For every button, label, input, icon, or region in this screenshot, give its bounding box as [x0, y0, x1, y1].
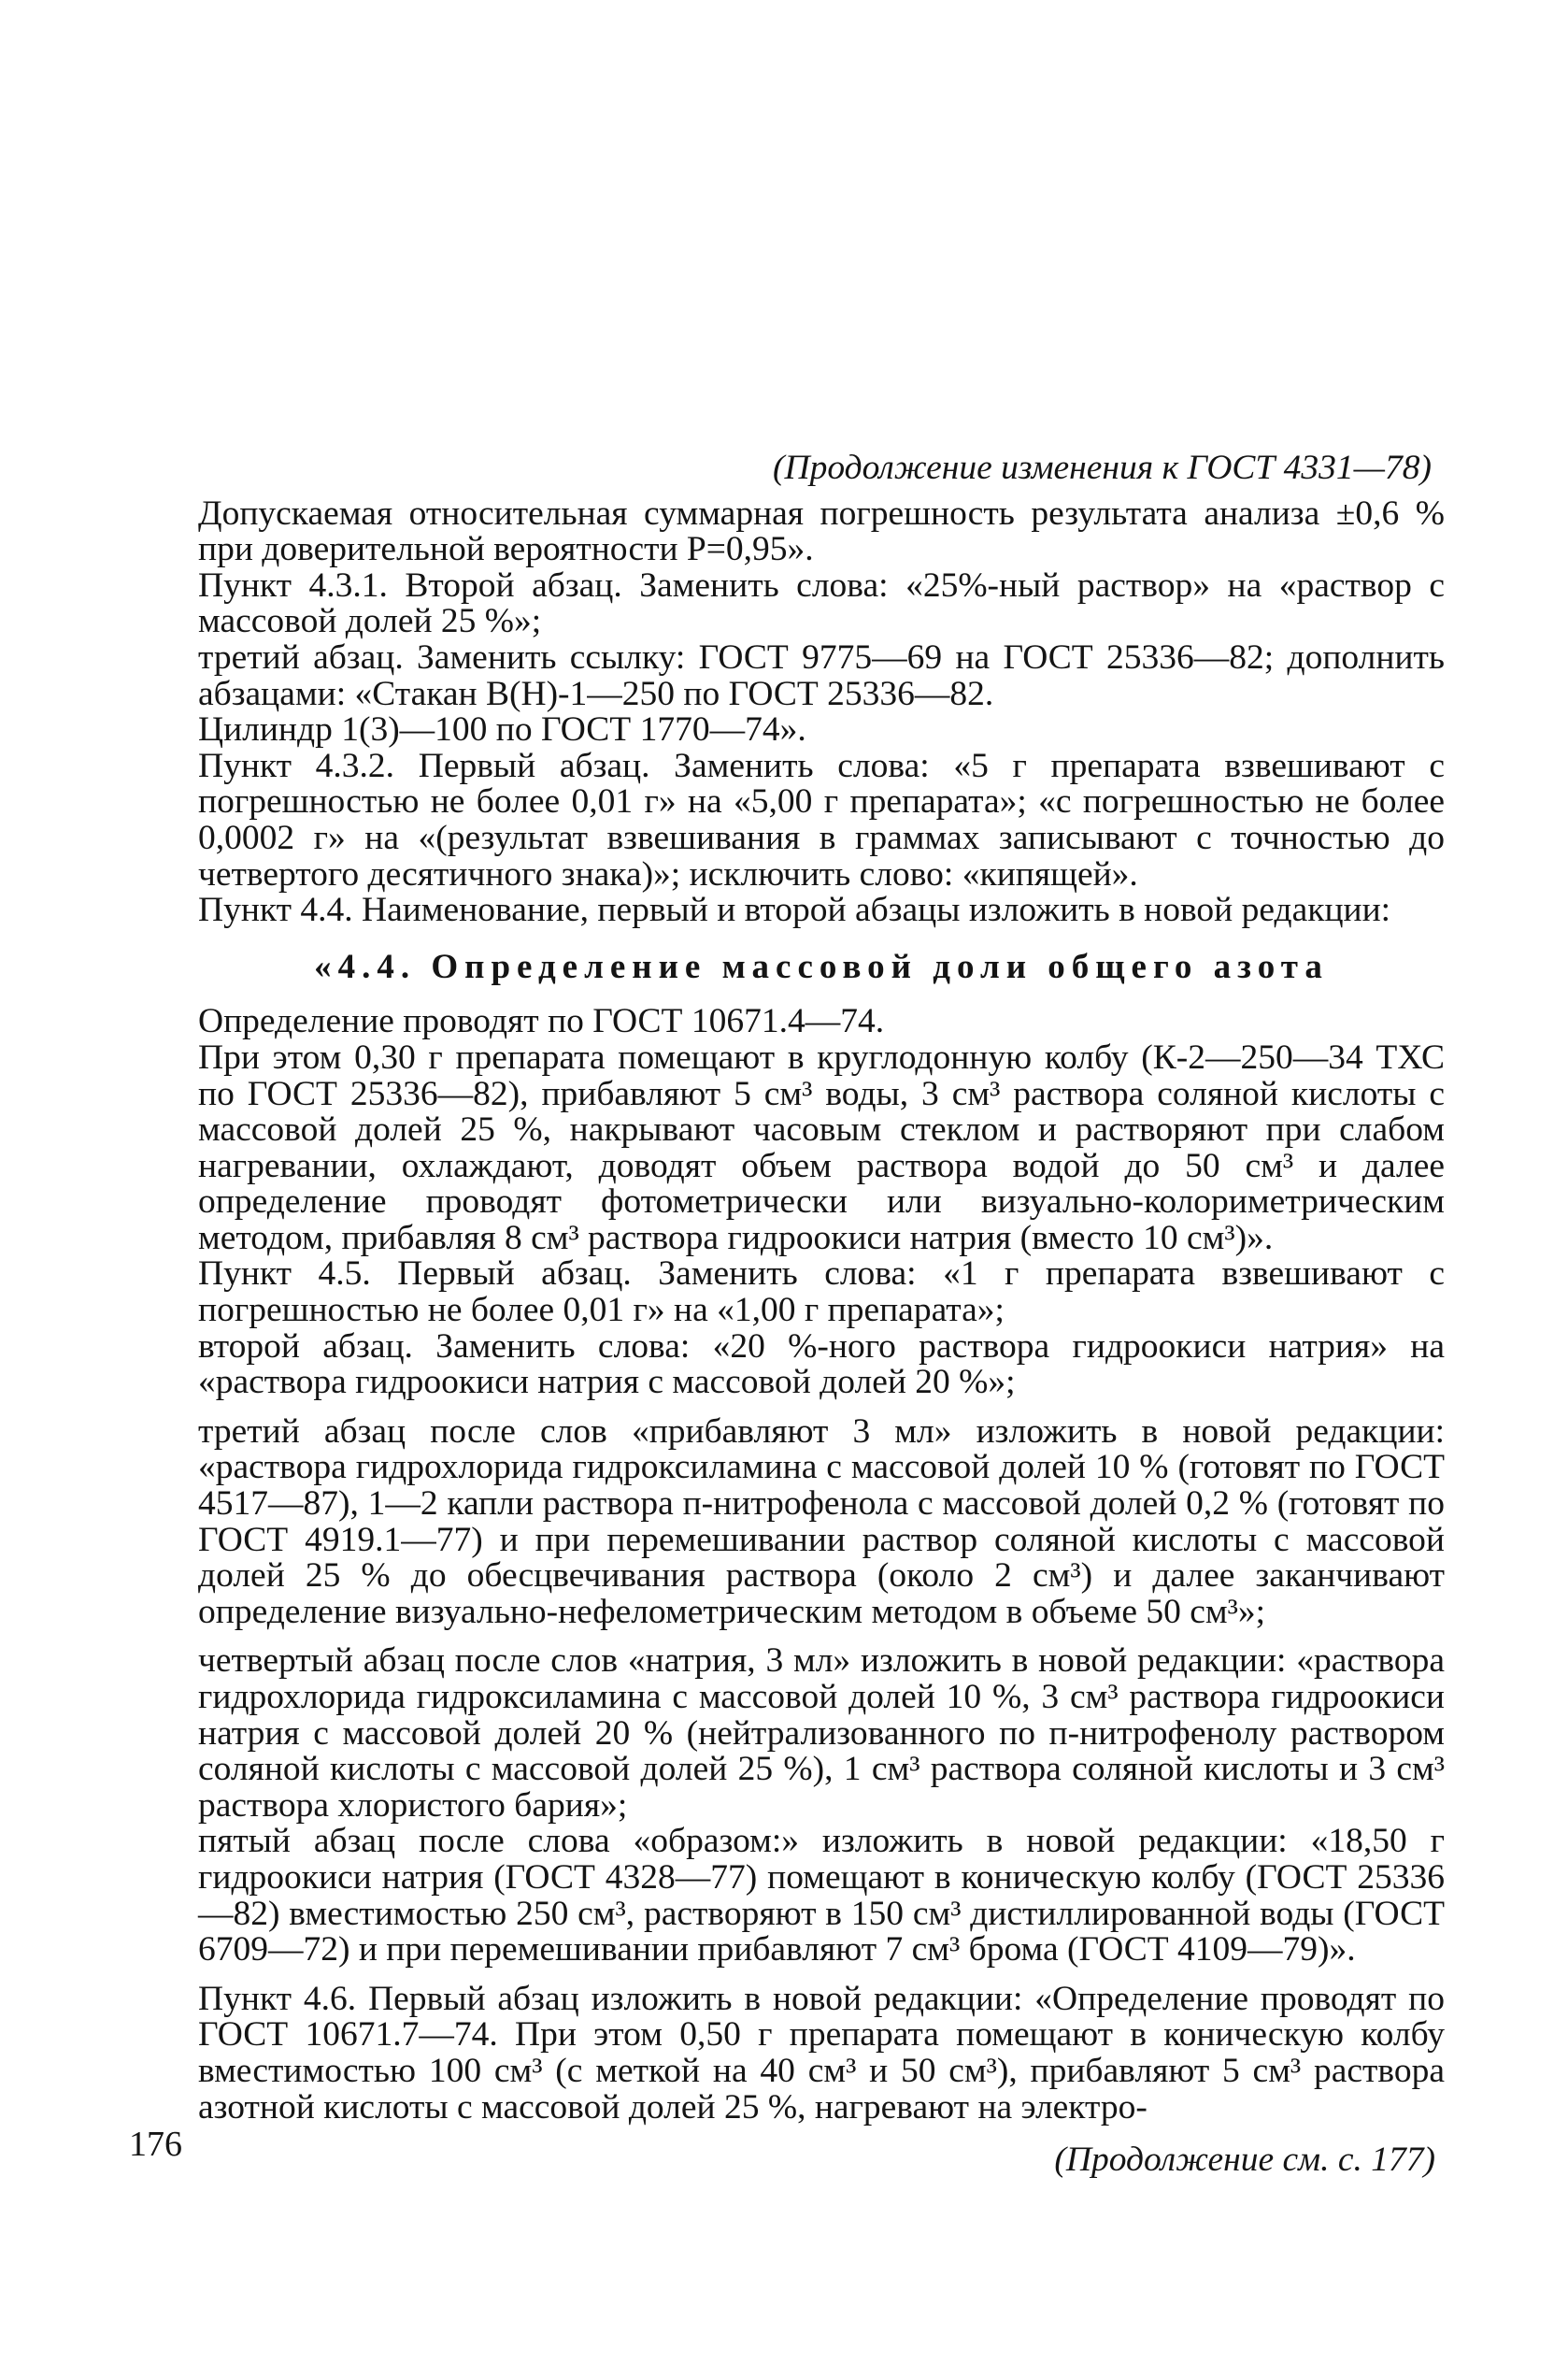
paragraph-fourth-abzac: четвертый абзац после слов «натрия, 3 мл» изложить в новой редакции: «раствора гидрохлорида гидроксиламина с массовой долей 10 %, 3 см³ раствора гидроокиси натрия с массовой долей 20 % (нейтрализованного по п-нитрофенолу раствором соляной кислоты с массовой долей 25 %), 1 см³ раствора соляной кислоты и 3 см³ раствора хлористого бария»; [198, 1641, 1445, 1825]
paragraph-second-abzac: второй абзац. Заменить слова: «20 %-ного раствора гидроокиси натрия» на «раствора гидроокиси натрия с массовой долей 20 %»; [198, 1326, 1445, 1402]
continuation-footer: (Продолжение см. с. 177) [1054, 2141, 1435, 2180]
text-column [198, 451, 1445, 2179]
page-number: 176 [129, 2125, 182, 2164]
section-heading: «4.4. Определение массовой доли общего азота [314, 947, 1329, 986]
paragraph-third-abzac: третий абзац. Заменить ссылку: ГОСТ 9775—69 на ГОСТ 25336—82; дополнить абзацами: «Стакан В(Н)-1—250 по ГОСТ 25336—82. [198, 637, 1445, 713]
paragraph-procedure: При этом 0,30 г препарата помещают в круглодонную колбу (К-2—250—34 ТХС по ГОСТ 25336—82), прибавляют 5 см³ воды, 3 см³ раствора соляной кислоты с массовой долей 25 %, накрывают часовым стеклом и растворяют при слабом нагревании, охлаждают, доводят объем раствора водой до 50 см³ и далее определение проводят фотометрически или визуально-колориметрическим методом, прибавляя 8 см³ раствора гидроокиси натрия (вместо 10 см³)». [198, 1038, 1445, 1257]
paragraph-item-4-3-1: Пункт 4.3.1. Второй абзац. Заменить слова: «25%-ный раствор» на «раствор с массовой долей 25 %»; [198, 566, 1445, 641]
continuation-header: (Продолжение изменения к ГОСТ 4331—78) [773, 449, 1432, 487]
paragraph-tolerance: Допускаемая относительная суммарная погрешность результата анализа ±0,6 % при доверительной вероятности Р=0,95». [198, 494, 1445, 569]
paragraph-item-4-6: Пункт 4.6. Первый абзац изложить в новой редакции: «Определение проводят по ГОСТ 10671.7—74. При этом 0,50 г препарата помещают в коническую колбу вместимостью 100 см³ (с меткой на 40 см³ и 50 см³), прибавляют 5 см³ раствора азотной кислоты с массовой долей 25 %, нагревают на электро- [198, 1979, 1445, 2127]
paragraph-method: Определение проводят по ГОСТ 10671.4—74. [198, 1002, 885, 1041]
paragraph-third-abzac-4-5: третий абзац после слов «прибавляют 3 мл» изложить в новой редакции: «раствора гидрохлорида гидроксиламина с массовой долей 10 % (готовят по ГОСТ 4517—87), 1—2 капли раствора п-нитрофенола с массовой долей 0,2 % (готовят по ГОСТ 4919.1—77) и при перемешивании раствор соляной кислоты с массовой долей 25 % до обесцвечивания раствора (около 2 см³) и далее заканчивают определение визуально-нефелометрическим методом в объеме 50 см³»; [198, 1411, 1445, 1631]
paragraph-cylinder: Цилиндр 1(3)—100 по ГОСТ 1770—74». [198, 710, 806, 750]
paragraph-item-4-4: Пункт 4.4. Наименование, первый и второй абзацы изложить в новой редакции: [198, 891, 1391, 930]
paragraph-item-4-3-2: Пункт 4.3.2. Первый абзац. Заменить слова: «5 г препарата взвешивают с погрешностью не более 0,01 г» на «5,00 г препарата»; «с погрешностью не более 0,0002 г» на «(результат взвешивания в граммах записывают с точностью до четвертого десятичного знака)»; исключить слово: «кипящей». [198, 746, 1445, 894]
paragraph-fifth-abzac: пятый абзац после слова «образом:» изложить в новой редакции: «18,50 г гидроокиси натрия (ГОСТ 4328—77) помещают в коническую колбу (ГОСТ 25336—82) вместимостью 250 см³, растворяют в 150 см³ дистиллированной воды (ГОСТ 6709—72) и при перемешивании прибавляют 7 см³ брома (ГОСТ 4109—79)». [198, 1822, 1445, 1969]
paragraph-item-4-5: Пункт 4.5. Первый абзац. Заменить слова: «1 г препарата взвешивают с погрешностью не более 0,01 г» на «1,00 г препарата»; [198, 1254, 1445, 1330]
